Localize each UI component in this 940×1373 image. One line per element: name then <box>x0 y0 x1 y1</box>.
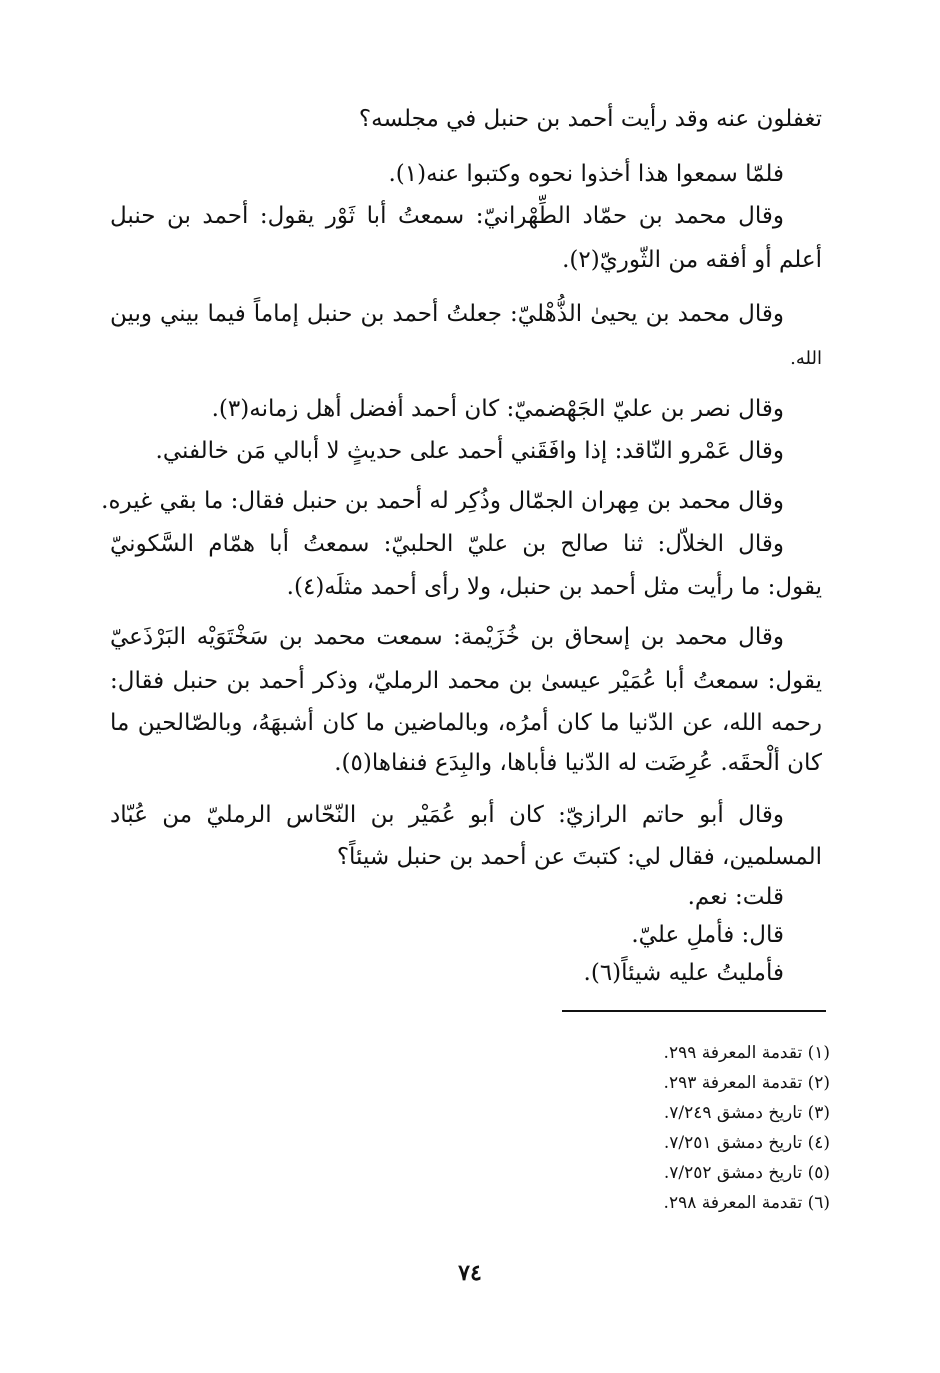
footnote-separator <box>562 1010 826 1012</box>
footnote-4: (٤) تاريخ دمشق ٧/٢٥١. <box>663 1133 830 1153</box>
text-line-14: رحمه الله، عن الدّنيا ما كان أمرُه، وبالماضين ما كان أشبهَهُ، وبالصّالحين ما <box>110 710 822 736</box>
text-line-6: الله. <box>790 348 822 369</box>
text-line-13: يقول: سمعتُ أبا عُمَيْر عيسىٰ بن محمد الرمليّ، وذكر أحمد بن حنبل فقال: <box>110 668 822 694</box>
text-line-9: وقال محمد بن مِهران الجمّال وذُكِر له أحمد بن حنبل فقال: ما بقي غيره. <box>101 488 784 514</box>
text-line-11: يقول: ما رأيت مثل أحمد بن حنبل، ولا رأى أحمد مثلَه(٤). <box>286 574 822 600</box>
text-line-8: وقال عَمْرو النّاقد: إذا وافَقَني أحمد على حديثٍ لا أبالي مَن خالفني. <box>155 438 784 464</box>
footnote-3: (٣) تاريخ دمشق ٧/٢٤٩. <box>663 1103 830 1123</box>
text-line-17: المسلمين، فقال لي: كتبتَ عن أحمد بن حنبل شيئاً؟ <box>336 844 822 870</box>
text-line-19: قال: فأملِ عليّ. <box>631 922 784 948</box>
footnote-5: (٥) تاريخ دمشق ٧/٢٥٢. <box>663 1163 830 1183</box>
text-line-5: وقال محمد بن يحيىٰ الذُّهْليّ: جعلتُ أحمد بن حنبل إماماً فيما بيني وبين <box>110 301 784 327</box>
text-line-2: فلمّا سمعوا هذا أخذوا نحوه وكتبوا عنه(١). <box>388 161 784 187</box>
text-line-10: وقال الخلاّل: ثنا صالح بن عليّ الحلبيّ: سمعتُ أبا همّام السَّكونيّ <box>110 531 784 557</box>
text-line-18: قلت: نعم. <box>687 884 784 910</box>
text-line-20: فأمليتُ عليه شيئاً(٦). <box>583 960 784 986</box>
text-line-12: وقال محمد بن إسحاق بن خُزَيْمة: سمعت محمد بن سَخْتَوَيْه البَرْذَعيّ <box>110 624 784 650</box>
footnote-1: (١) تقدمة المعرفة ٢٩٩. <box>663 1043 830 1063</box>
footnote-6: (٦) تقدمة المعرفة ٢٩٨. <box>663 1193 830 1213</box>
footnote-2: (٢) تقدمة المعرفة ٢٩٣. <box>663 1073 830 1093</box>
text-line-4: أعلم أو أفقه من الثّوريّ(٢). <box>562 247 822 273</box>
text-line-7: وقال نصر بن عليّ الجَهْضميّ: كان أحمد أفضل أهل زمانه(٣). <box>211 396 784 422</box>
text-line-16: وقال أبو حاتم الرازيّ: كان أبو عُمَيْر بن النّحّاس الرمليّ من عُبّاد <box>110 802 784 828</box>
text-line-1: تغفلون عنه وقد رأيت أحمد بن حنبل في مجلسه؟ <box>358 106 822 132</box>
page-number: ٧٤ <box>458 1260 482 1286</box>
text-line-15: كان ألْحقَه. عُرِضَت له الدّنيا فأباها، والبِدَع فنفاها(٥). <box>334 750 822 776</box>
text-line-3: وقال محمد بن حمّاد الطِّهْرانيّ: سمعتُ أبا ثَوْر يقول: أحمد بن حنبل <box>110 203 784 229</box>
